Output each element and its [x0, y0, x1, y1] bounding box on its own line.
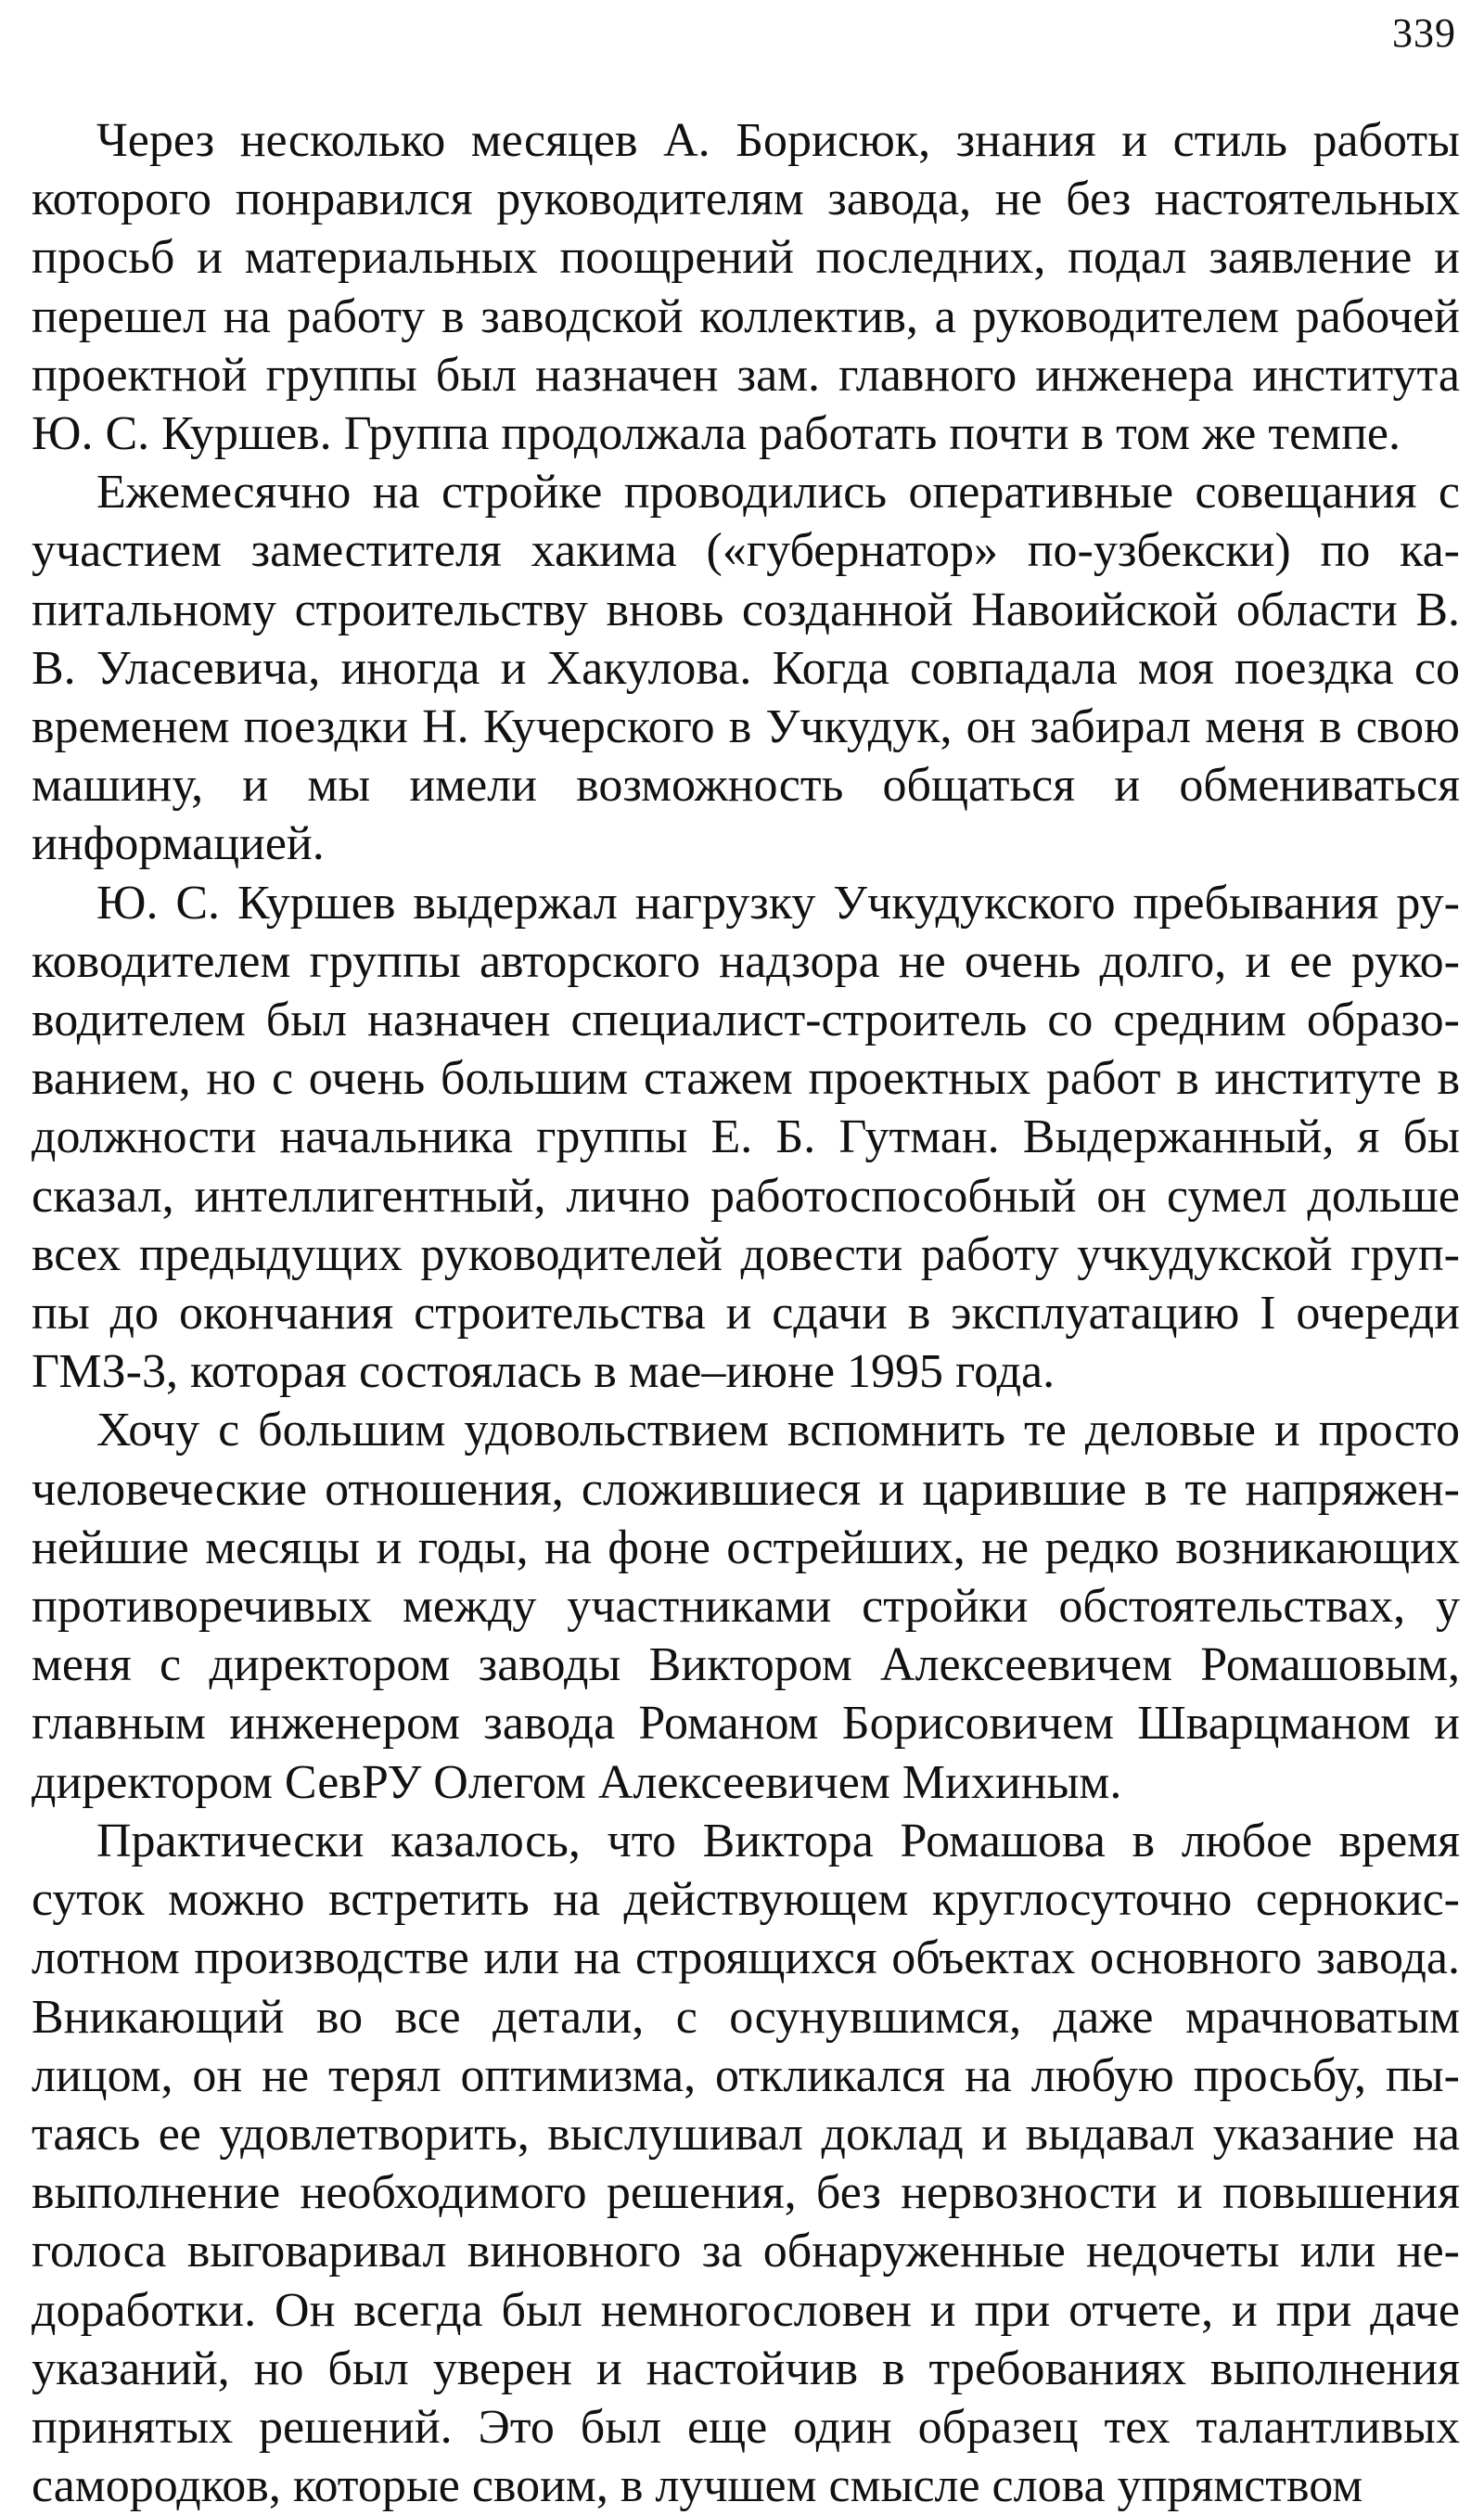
- paragraph: Ю. С. Куршев выдержал нагрузку Учкудукского пребывания руководителем группы авторского надзора не очень долго, и ее руководителем был назначен специалист-строитель со средним образованием, но с очень большим стажем проектных работ в институте в должности начальника группы Е. Б. Гутман. Выдержанный, я бы сказал, интеллигентный, лично работоспособный он сумел дольше всех предыдущих руководителей довести работу учкудукской группы до окончания строительства и сдачи в эксплуатацию I очереди ГМЗ-3, которая состоялась в мае–июне 1995 года.: [32, 876, 1460, 1399]
- paragraph: Ежемесячно на стройке проводились оперативные совещания с участием заместителя хакима («губернатор» по-узбекски) по капитальному строительству вновь созданной Навоийской области В. В. Уласевича, иногда и Хакулова. Когда совпадала моя поездка со временем поездки Н. Кучерского в Учкудук, он забирал меня в свою машину, и мы имели возможность общаться и обмениваться информацией.: [32, 466, 1460, 871]
- page-number: 339: [1392, 10, 1456, 56]
- paragraph: Через несколько месяцев А. Борисюк, знания и стиль работы которого понравился руководителям завода, не без настоятельных просьб и материальных поощрений последних, подал заявление и перешел на работу в заводской коллектив, а руководителем рабочей проектной группы был назначен зам. главного инженера института Ю. С. Куршев. Группа продолжала работать почти в том же темпе.: [32, 114, 1460, 461]
- paragraph: Хочу с большим удовольствием вспомнить те деловые и просто человеческие отношения, сложившиеся и царившие в те напряженнейшие месяцы и годы, на фоне острейших, не редко возникающих противоречивых между участниками стройки обстоятельствах, у меня с директором заводы Виктором Алексеевичем Ромашовым, главным инженером завода Романом Борисовичем Шварцманом и директором СевРУ Олегом Алексеевичем Михиным.: [32, 1404, 1460, 1809]
- page-text-body: [32, 111, 1460, 2515]
- paragraph: Практически казалось, что Виктора Ромашова в любое время суток можно встретить на действующем круглосуточно сернокислотном производстве или на строящихся объектах основного завода. Вникающий во все детали, с осунувшимся, даже мрачноватым лицом, он не терял оптимизма, откликался на любую просьбу, пытаясь ее удовлетворить, выслушивал доклад и выдавал указание на выполнение необходимого решения, без нервозности и повышения голоса выговаривал виновного за обнаруженные недочеты или недоработки. Он всегда был немногословен и при отчете, и при даче указаний, но был уверен и настойчив в требованиях выполнения принятых решений. Это был еще один образец тех талантливых самородков, которые своим, в лучшем смысле слова упрямством: [32, 1814, 1460, 2513]
